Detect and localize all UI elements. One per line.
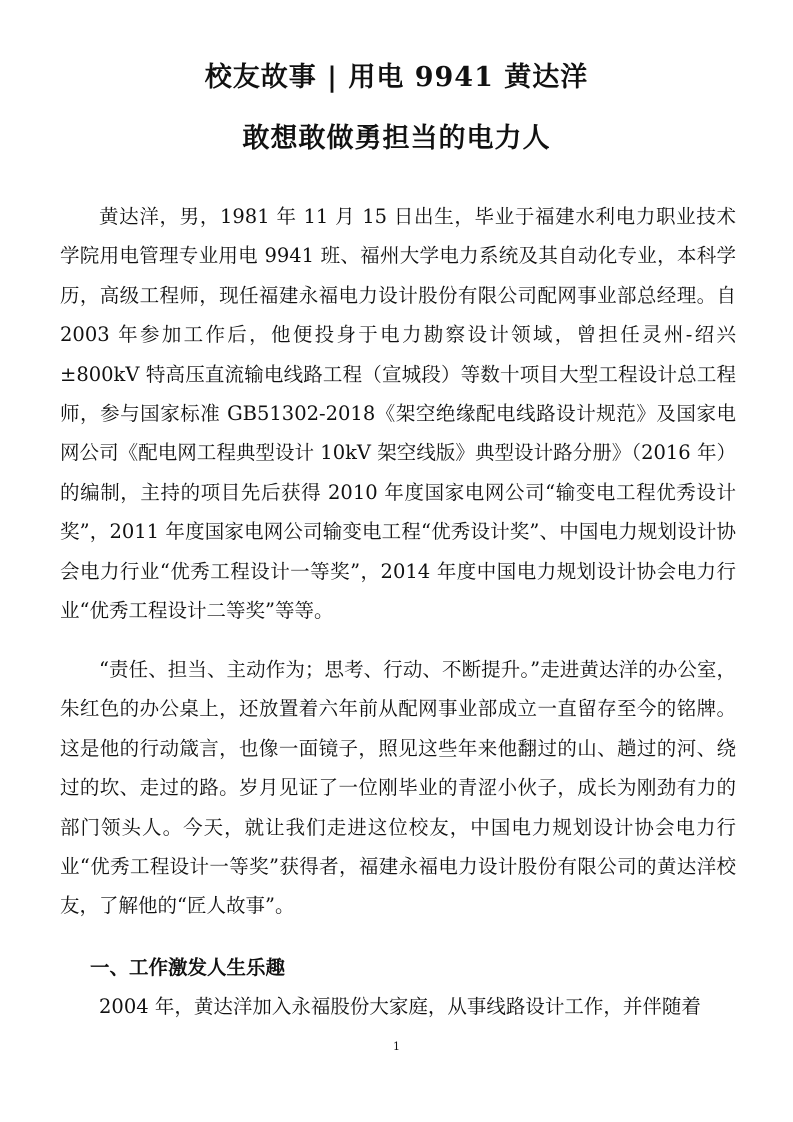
body-paragraph: “责任、担当、主动作为；思考、行动、不断提升。”走进黄达洋的办公室，朱红色的办公桌上，还放置着六年前从配网事业部成立一直留存至今的铭牌。这是他的行动箴言，也像一面镜子，照见这些年来他翻过的山、趟过的河、绕过的坎、走过的路。岁月见证了一位刚毕业的青涩小伙子，成长为刚劲有力的部门领头人。今天，就让我们走进这位校友，中国电力规划设计协会电力行业“优秀工程设计一等奖”获得者，福建永福电力设计股份有限公司的黄达洋校友，了解他的“匠人故事”。 (60, 658, 736, 918)
section-heading: 一、工作激发人生乐趣 (90, 956, 286, 979)
page-subtitle: 敢想敢做勇担当的电力人 (242, 123, 551, 154)
body-paragraph: 黄达洋，男，1981 年 11 月 15 日出生，毕业于福建水利电力职业技术学院用电管理专业用电 9941 班、福州大学电力系统及其自动化专业，本科学历，高级工程师，现任福建永福电力设计股份有限公司配网事业部总经理。自 2003 年参加工作后，他便投身于电力勘察设计领域，曾担任灵州-绍兴±800kV 特高压直流输电线路工程（宣城段）等数十项目大型工程设计总工程师，参与国家标准 GB51302-2018《架空绝缘配电线路设计规范》及国家电网公司《配电网工程典型设计 10kV 架空线版》典型设计路分册》（2016 年）的编制，主持的项目先后获得 2010 年度国家电网公司“输变电工程优秀设计奖”，2011 年度国家电网公司输变电工程“优秀设计奖”、中国电力规划设计协会电力行业“优秀工程设计一等奖”，2014 年度中国电力规划设计协会电力行业“优秀工程设计二等奖”等等。 (60, 205, 736, 623)
body-paragraph: 2004 年，黄达洋加入永福股份大家庭，从事线路设计工作，并伴随着 (99, 995, 701, 1018)
page-number: 1 (393, 1040, 400, 1053)
page-title: 校友故事 | 用电 9941 黄达洋 (204, 62, 589, 93)
